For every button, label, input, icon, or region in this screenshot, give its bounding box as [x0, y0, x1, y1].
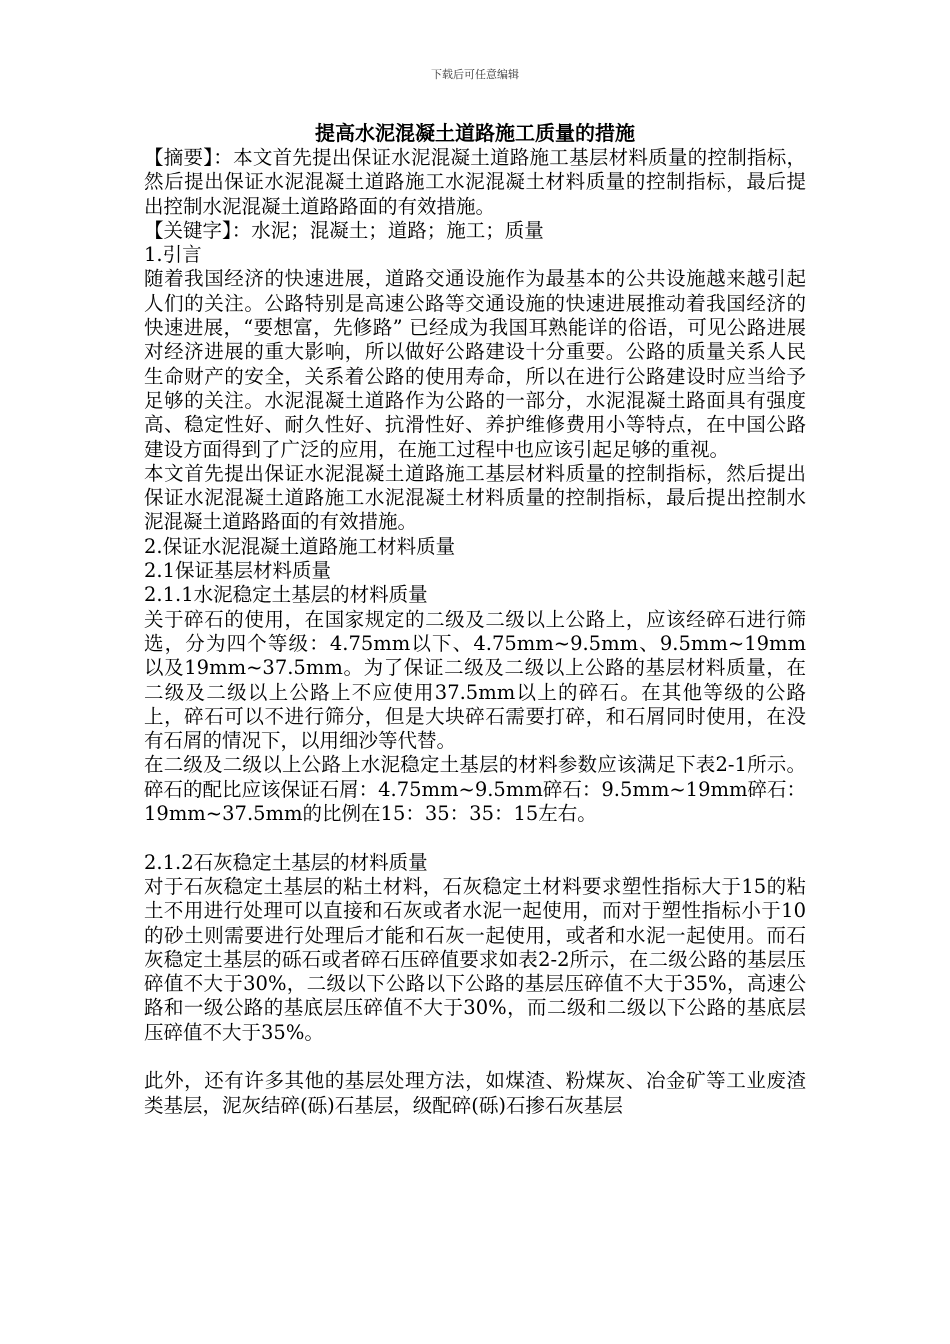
paragraph-other-methods: 此外，还有许多其他的基层处理方法，如煤渣、粉煤灰、冶金矿等工业废渣类基层，泥灰结碎(砾)石基层，级配碎(砾)石掺石灰基层	[144, 1069, 806, 1117]
heading-section-2: 2.保证水泥混凝土道路施工材料质量	[144, 534, 456, 558]
abstract-paragraph: 【摘要】：本文首先提出保证水泥混凝土道路施工基层材料质量的控制指标，然后提出保证水泥混凝土道路施工水泥混凝土材料质量的控制指标，最后提出控制水泥混凝土道路路面的有效措施。	[144, 146, 806, 218]
page-header-note: 下载后可任意编辑	[431, 68, 519, 81]
keywords-line: 【关键字】：水泥；混凝土；道路；施工；质量	[144, 218, 544, 242]
paragraph-2-1-1-gravel: 关于碎石的使用，在国家规定的二级及二级以上公路上，应该经碎石进行筛选，分为四个等级：4.75mm以下、4.75mm~9.5mm、9.5mm~19mm以及19mm~37.5mm。为了保证二级及二级以上公路的基层材料质量，在二级及二级以上公路上不应使用37.5mm以上的碎石。在其他等级的公路上，碎石可以不进行筛分，但是大块碎石需要打碎，和石屑同时使用，在没有石屑的情况下，以用细沙等代替。	[144, 607, 806, 753]
intro-paragraph-2: 本文首先提出保证水泥混凝土道路施工基层材料质量的控制指标，然后提出保证水泥混凝土道路施工水泥混凝土材料质量的控制指标，最后提出控制水泥混凝土道路路面的有效措施。	[144, 461, 806, 534]
intro-paragraph-1: 随着我国经济的快速进展，道路交通设施作为最基本的公共设施越来越引起人们的关注。公路特别是高速公路等交通设施的快速进展推动着我国经济的快速进展，“要想富，先修路” 已经成为我国耳熟能详的俗语，可见公路进展对经济进展的重大影响，所以做好公路建设十分重要。公路的质量关系人民生命财产的安全，关系着公路的使用寿命，所以在进行公路建设时应当给予足够的关注。水泥混凝土道路作为公路的一部分，水泥混凝土路面具有强度高、稳定性好、耐久性好、抗滑性好、养护维修费用小等特点，在中国公路建设方面得到了广泛的应用，在施工过程中也应该引起足够的重视。	[144, 267, 806, 461]
document-body	[144, 120, 806, 1118]
blank-line	[144, 1045, 806, 1069]
blank-line	[144, 826, 806, 850]
document-title: 提高水泥混凝土道路施工质量的措施	[315, 121, 635, 145]
heading-section-2-1-1: 2.1.1水泥稳定土基层的材料质量	[144, 583, 428, 607]
paragraph-2-1-1-parameters: 在二级及二级以上公路上水泥稳定土基层的材料参数应该满足下表2-1所示。碎石的配比应该保证石屑：4.75mm~9.5mm碎石：9.5mm~19mm碎石：19mm~37.5mm的比例在15：35：35：15左右。	[144, 753, 806, 826]
heading-introduction: 1.引言	[144, 243, 202, 267]
heading-section-2-1-2: 2.1.2石灰稳定土基层的材料质量	[144, 850, 428, 874]
paragraph-2-1-2-lime: 对于石灰稳定土基层的粘土材料，石灰稳定土材料要求塑性指标大于15的粘土不用进行处理可以直接和石灰或者水泥一起使用，而对于塑性指标小于10的砂土则需要进行处理后才能和石灰一起使用，或者和水泥一起使用。而石灰稳定土基层的砾石或者碎石压碎值要求如表2-2所示，在二级公路的基层压碎值不大于30%，二级以下公路以下公路的基层压碎值不大于35%，高速公路和一级公路的基底层压碎值不大于30%，而二级和二级以下公路的基底层压碎值不大于35%。	[144, 874, 806, 1044]
heading-section-2-1: 2.1保证基层材料质量	[144, 559, 332, 583]
